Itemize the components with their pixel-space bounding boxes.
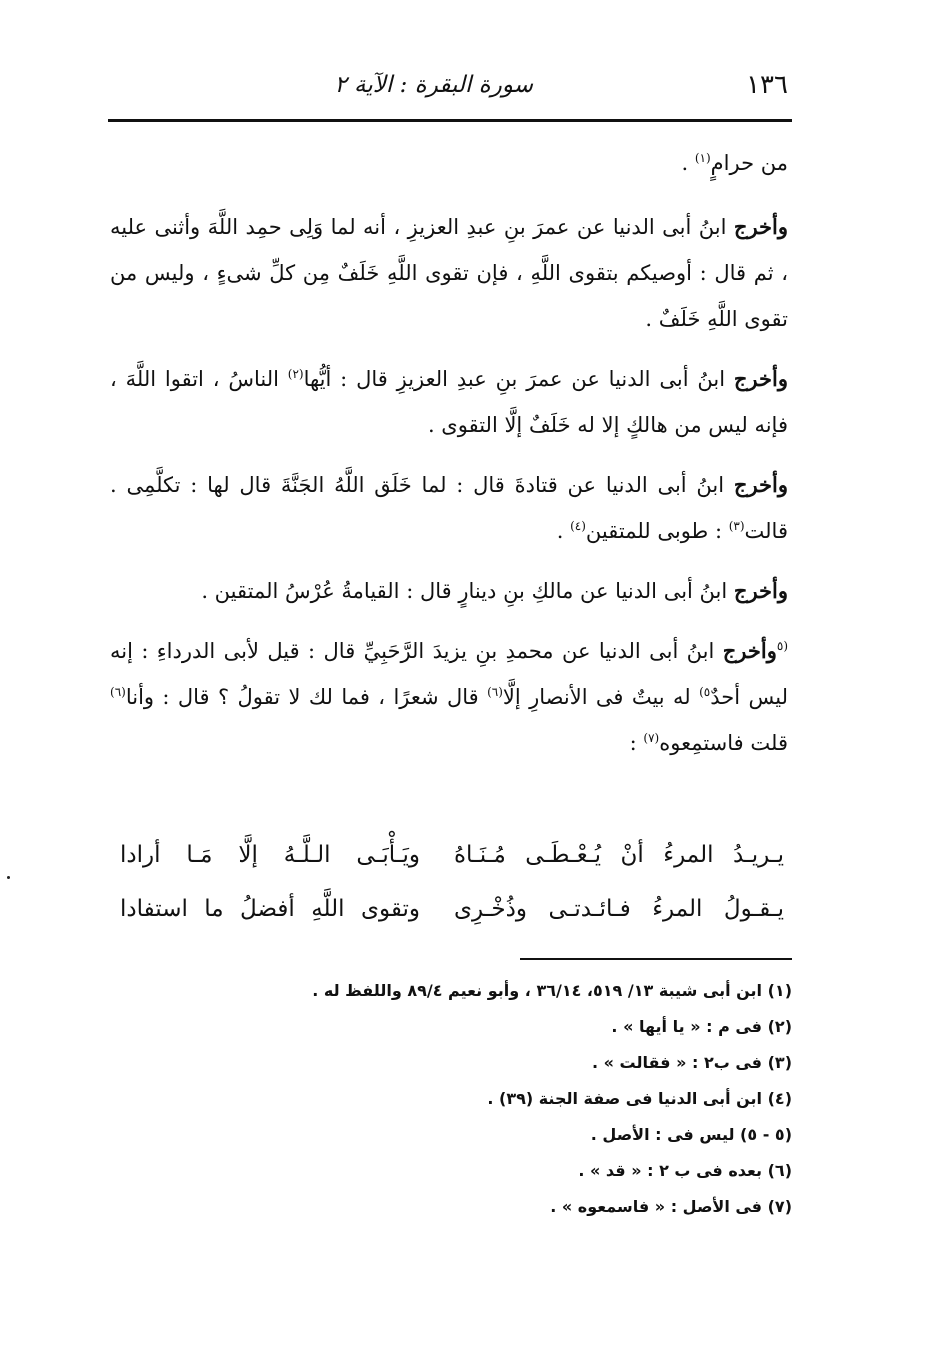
paragraph-text: .	[556, 519, 571, 543]
footnote-item: (١) ابن أبى شيبة ١٣/ ٥١٩، ٣٦/١٤ ، وأبو نعيم ٨٩/٤ واللفظ له .	[312, 981, 792, 1000]
footnote-ref: (٦)	[487, 685, 503, 699]
paragraph-text: ابنُ أبى الدنيا عن عمرَ بنِ عبدِ العزيزِ قال : أيُّها	[303, 367, 734, 391]
footnote-ref: (٥	[776, 639, 788, 653]
footnote-item: (٧) فى الأصل : « فاسمعوه » .	[550, 1197, 792, 1216]
paragraph-text: ابنُ أبى الدنيا عن عمرَ بنِ عبدِ العزيزِ ، أنه لما وَلِى حمِد اللَّهَ وأثنى عليه ، ثم قال : أوصيكم بتقوى اللَّهِ ، فإن تقوى اللَّهِ خَلَفٌ مِن كلِّ شىءٍ ، وليس من تقوى اللَّهِ خَلَفٌ .	[110, 215, 788, 331]
paragraph-text: قال شعرًا ، فما لك لا تقولُ ؟ قال : وأنا	[125, 685, 488, 709]
paragraph-text: ابنُ أبى الدنيا عن قتادةَ قال : لما خَلَق اللَّهُ الجَنَّةَ قال لها : تكلَّمِى . قالت	[110, 473, 788, 543]
paragraph-text: قلت فاستمِعوه	[659, 731, 788, 755]
page-number: ١٣٦	[746, 70, 788, 100]
header-rule	[108, 119, 792, 122]
verse-second-hemistich: وتقوى اللَّهِ أفضلُ ما استفادا	[120, 896, 420, 922]
paragraph-3	[110, 356, 788, 448]
paragraph-text: ابنُ أبى الدنيا عن مالكِ بنِ دينارٍ قال : القيامةُ عُرْسُ المتقين .	[201, 579, 734, 603]
footnote-ref: (١)	[694, 151, 711, 165]
scan-speck	[7, 876, 10, 879]
footnote-item: (٤) ابن أبى الدنيا فى صفة الجنة (٣٩) .	[487, 1089, 792, 1108]
paragraph-lead-word: وأخرج	[733, 366, 788, 391]
footnote-item: (٥ - ٥) ليس فى : الأصل .	[590, 1125, 792, 1144]
paragraph-text: :	[629, 731, 644, 755]
paragraph-1	[110, 140, 788, 186]
paragraph-text: له بيتٌ فى الأنصارِ إلَّا	[502, 685, 700, 709]
verse-first-hemistich: يـقـولُ المرءُ فـائـدتـى وذُخْـرِى	[454, 896, 784, 922]
footnote-item: (٣) فى ب٢ : « فقالت » .	[592, 1053, 792, 1072]
page-header	[105, 66, 788, 108]
footnote-ref: ٥)	[699, 685, 711, 699]
footnotes	[200, 976, 792, 1228]
paragraph-text: .	[681, 151, 695, 175]
paragraph-5	[110, 568, 788, 614]
verse-first-hemistich: يـريـدُ المرءُ أنْ يُـعْـطَـى مُـنَـاهُ	[454, 842, 784, 868]
paragraph-lead-word: وأخرج	[733, 578, 788, 603]
paragraph-text: ابنُ أبى الدنيا عن محمدِ بنِ يزيدَ الرَّحَبِيِّ قال : قيل لأبى الدرداءِ : إنه ليس أحدٌ	[110, 639, 788, 709]
footnote-separator	[520, 958, 792, 960]
paragraph-2	[110, 204, 788, 342]
verse-second-hemistich: ويَـأْبَـى الـلَّـهُ إلَّا مَـا أرادا	[120, 842, 420, 868]
footnote-ref: (٧)	[643, 731, 660, 745]
poem-verse	[120, 896, 784, 936]
footnote-ref: (٣)	[728, 519, 745, 533]
paragraph-lead-word: وأخرج	[733, 472, 788, 497]
paragraph-lead-word: وأخرج	[722, 638, 777, 663]
paragraph-6	[110, 628, 788, 766]
poem-verse	[120, 842, 784, 882]
footnote-item: (٢) فى م : « يا أيها » .	[611, 1017, 792, 1036]
paragraph-text: الناسُ ، اتقوا اللَّهَ ، فإنه ليس من هالكٍ إلا له خَلَفٌ إلَّا التقوى .	[110, 367, 788, 437]
footnote-item: (٦) بعده فى ب ٢ : « قد » .	[578, 1161, 792, 1180]
paragraph-text: من حرامٍ	[710, 151, 788, 175]
footnote-ref: (٢)	[287, 367, 304, 381]
main-text	[110, 140, 788, 780]
paragraph-lead-word: وأخرج	[733, 214, 788, 239]
footnote-ref: (٤)	[570, 519, 586, 533]
running-title: سورة البقرة : الآية ٢	[334, 72, 533, 98]
footnote-ref: (٦)	[110, 685, 126, 699]
paragraph-4	[110, 462, 788, 554]
paragraph-text: : طوبى للمتقين	[585, 519, 729, 543]
